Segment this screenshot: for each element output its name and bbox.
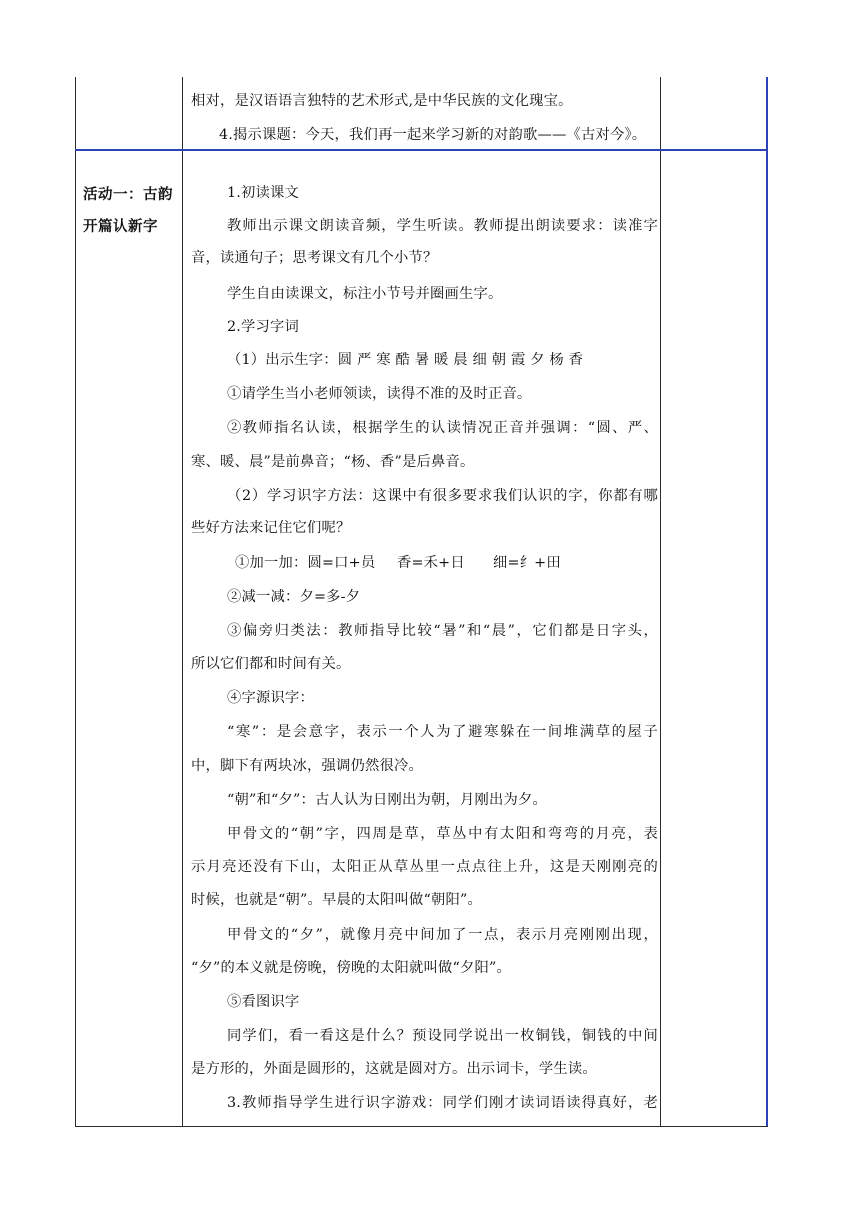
paragraph-line: 3.教师指导学生进行识字游戏：同学们刚才读词语读得真好，老: [227, 1095, 658, 1111]
table-border-bottom: [75, 1126, 768, 1127]
paragraph-line: ②减一减：夕=多-夕: [227, 589, 361, 605]
paragraph-line: 学生自由读课文，标注小节号并圈画生字。: [227, 286, 503, 302]
paragraph-line: 示月亮还没有下山，太阳正从草丛里一点点往上升，这是天刚刚亮的: [191, 859, 658, 875]
table-border-left: [75, 77, 76, 1127]
activity-label-line1: 活动一：古韵: [83, 187, 173, 203]
section-heading: ⑤看图识字: [227, 994, 300, 1010]
row-divider: [75, 149, 768, 151]
paragraph-line: 时候，也就是“朝”。早晨的太阳叫做“朝阳”。: [191, 892, 482, 908]
column-divider-2: [660, 77, 661, 1127]
paragraph-line: （1）出示生字：圆 严 寒 酷 暑 暖 晨 细 朝 霞 夕 杨 香: [227, 352, 584, 368]
table-border-right: [766, 77, 768, 1127]
paragraph-line: 所以它们都和时间有关。: [191, 656, 351, 672]
paragraph-line: 香=禾+日: [397, 555, 465, 571]
paragraph-line: 中，脚下有两块冰，强调仍然很冷。: [191, 758, 423, 774]
paragraph-line: 4.揭示课题：今天，我们再一起来学习新的对韵歌——《古对今》。: [219, 127, 647, 143]
paragraph-line: 是方形的，外面是圆形的，这就是圆对方。出示词卡，学生读。: [191, 1061, 597, 1077]
paragraph-line: “朝”和“夕”：古人认为日刚出为朝，月刚出为夕。: [227, 792, 547, 808]
paragraph-line: 同学们，看一看这是什么？预设同学说出一枚铜钱，铜钱的中间: [227, 1028, 658, 1044]
paragraph-line: （2）学习识字方法：这课中有很多要求我们认识的字，你都有哪: [227, 488, 658, 504]
paragraph-line: ①加一加：圆=口+员: [235, 555, 376, 571]
paragraph-line: 教师出示课文朗读音频，学生听读。教师提出朗读要求：读准字: [227, 218, 658, 234]
paragraph-line: 相对，是汉语语言独特的艺术形式,是中华民族的文化瑰宝。: [191, 93, 573, 109]
paragraph-line: 甲骨文的“夕”，就像月亮中间加了一点，表示月亮刚刚出现，: [227, 927, 658, 943]
paragraph-line: 寒、暖、晨”是前鼻音；“杨、香”是后鼻音。: [191, 454, 475, 470]
paragraph-line: “夕”的本义就是傍晚，傍晚的太阳就叫做“夕阳”。: [191, 960, 511, 976]
paragraph-line: 些好方法来记住它们呢？: [191, 520, 351, 536]
activity-label-line2: 开篇认新字: [83, 219, 158, 235]
paragraph-line: ②教师指名认读，根据学生的认读情况正音并强调：“圆、严、: [227, 420, 658, 436]
section-heading: 2.学习字词: [227, 319, 300, 335]
paragraph-line: ③偏旁归类法：教师指导比较“暑”和“晨”，它们都是日字头，: [227, 623, 658, 639]
column-divider-1: [182, 77, 183, 1127]
paragraph-line: ①请学生当小老师领读，读得不准的及时正音。: [227, 386, 532, 402]
paragraph-line: 音，读通句子；思考课文有几个小节？: [191, 250, 438, 266]
paragraph-line: 甲骨文的“朝”字，四周是草，草丛中有太阳和弯弯的月亮，表: [227, 826, 658, 842]
section-heading: 1.初读课文: [227, 185, 300, 201]
paragraph-line: “寒”：是会意字，表示一个人为了避寒躲在一间堆满草的屋子: [227, 724, 658, 740]
paragraph-line: ④字源识字：: [227, 690, 314, 706]
paragraph-line: 细=纟+田: [493, 555, 561, 571]
